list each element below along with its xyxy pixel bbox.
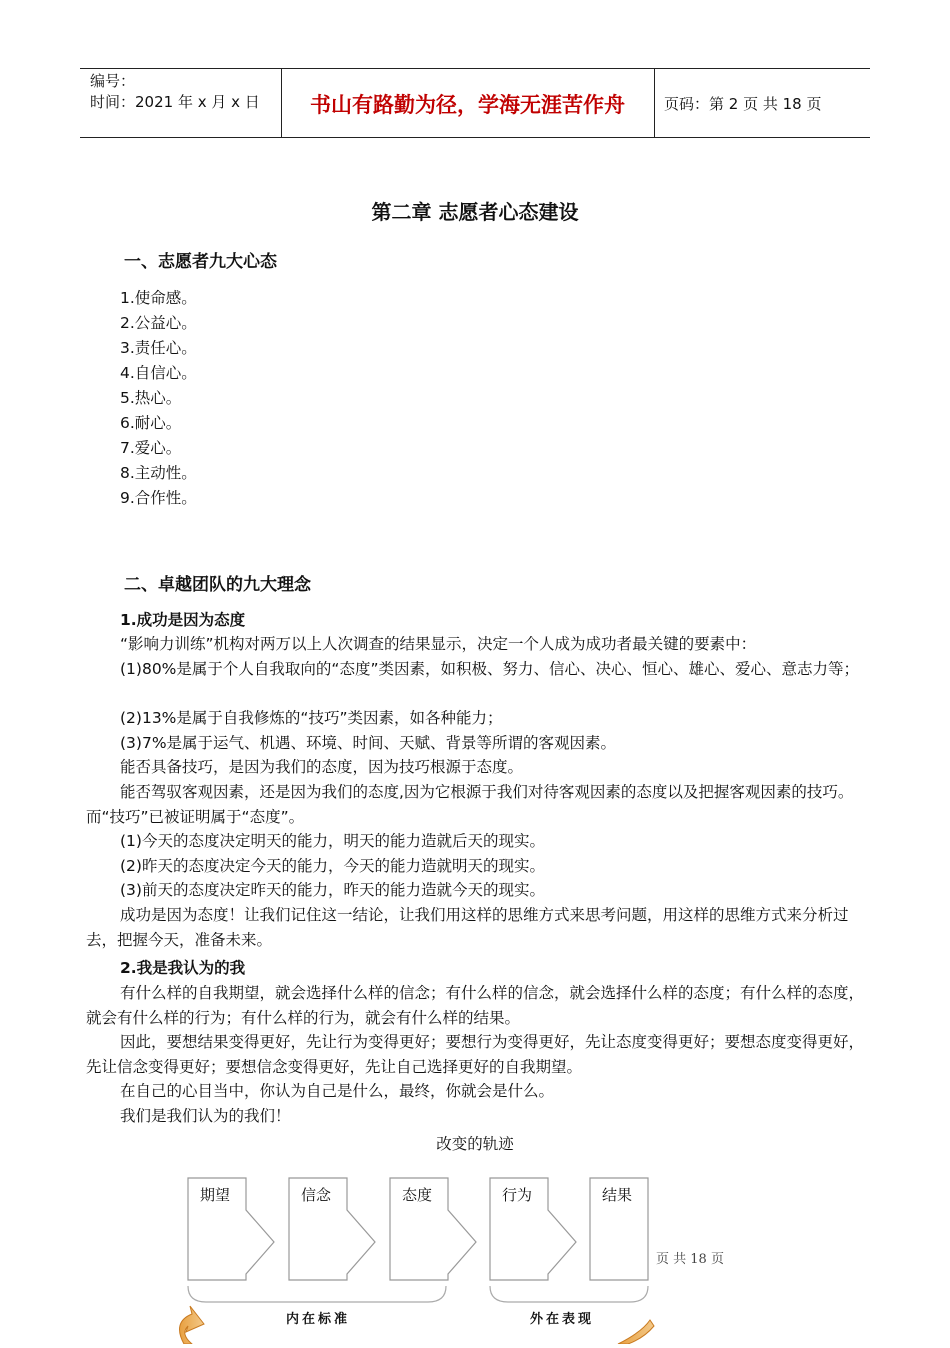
list-item: 4.自信心。 [120, 364, 197, 382]
stage-label-belief: 信念 [301, 1186, 332, 1204]
list-item: 5.热心。 [120, 389, 182, 407]
list-item: 6.耐心。 [120, 414, 182, 432]
paragraph: 在自己的心目当中，你认为自己是什么，最终，你就会是什么。 [120, 1082, 555, 1100]
subheading-self-image: 2.我是我认为的我 [120, 959, 246, 977]
list-item: 2.公益心。 [120, 314, 197, 332]
list-item: 7.爱心。 [120, 439, 182, 457]
section1-heading: 一、志愿者九大心态 [124, 252, 277, 272]
paragraph: (2)13%是属于自我修炼的“技巧”类因素，如各种能力； [120, 709, 503, 727]
paragraph: (1)今天的态度决定明天的能力，明天的能力造就后天的现实。 [120, 832, 545, 850]
stage-label-result: 结果 [602, 1186, 633, 1204]
list-item: 8.主动性。 [120, 464, 197, 482]
paragraph: (3)前天的态度决定昨天的能力，昨天的能力造就今天的现实。 [120, 881, 545, 899]
outer-performance-label: 外在表现 [530, 1312, 595, 1327]
cycle-arrow [180, 1306, 205, 1344]
cycle-arrow-tail [618, 1320, 654, 1344]
date-line: 时间：2021 年 x 月 x 日 [90, 93, 260, 111]
list-item: 3.责任心。 [120, 339, 197, 357]
paragraph: 我们是我们认为的我们！ [120, 1107, 291, 1125]
change-trajectory-diagram [170, 1170, 870, 1344]
list-item: 1.使命感。 [120, 289, 197, 307]
paragraph: 能否驾驭客观因素，还是因为我们的态度,因为它根源于我们对待客观因素的态度以及把握客观因素的技巧。而“技巧”已被证明属于“态度”。 [86, 783, 854, 826]
inner-standard-label: 内在标准 [286, 1312, 351, 1327]
mindset-list [120, 286, 197, 511]
page-header [80, 68, 870, 138]
footer-page-fragment: 页 共 18 页 [656, 1252, 724, 1267]
chapter-title: 第二章 志愿者心态建设 [371, 200, 579, 224]
header-meta [90, 71, 260, 113]
header-page-info: 页码：第 2 页 共 18 页 [664, 95, 822, 113]
outer-bracket [490, 1286, 648, 1302]
section2-heading: 二、卓越团队的九大理念 [124, 575, 311, 595]
paragraph: 成功是因为态度！让我们记住这一结论，让我们用这样的思维方式来思考问题，用这样的思维方式来分析过去，把握今天，准备未来。 [86, 906, 849, 949]
paragraph: (1)80%是属于个人自我取向的“态度”类因素，如积极、努力、信心、决心、恒心、雄心、爱心、意志力等； [120, 660, 859, 678]
inner-bracket [188, 1286, 446, 1302]
figure-title: 改变的轨迹 [436, 1135, 514, 1153]
stage-label-behavior: 行为 [502, 1186, 533, 1204]
paragraph: 能否具备技巧，是因为我们的态度，因为技巧根源于态度。 [120, 758, 524, 776]
stage-label-attitude: 态度 [402, 1186, 433, 1204]
paragraph: 有什么样的自我期望，就会选择什么样的信念；有什么样的信念，就会选择什么样的态度；有什么样的态度，就会有什么样的行为；有什么样的行为，就会有什么样的结果。 [86, 984, 865, 1027]
paragraph: (3)7%是属于运气、机遇、环境、时间、天赋、背景等所谓的客观因素。 [120, 734, 617, 752]
serial-label: 编号： [90, 72, 136, 90]
paragraph: (2)昨天的态度决定今天的能力，今天的能力造就明天的现实。 [120, 857, 545, 875]
header-divider [654, 69, 655, 137]
list-item: 9.合作性。 [120, 489, 197, 507]
paragraph: 因此，要想结果变得更好，先让行为变得更好；要想行为变得更好，先让态度变得更好；要想态度变得更好，先让信念变得更好；要想信念变得更好，先让自己选择更好的自我期望。 [86, 1033, 865, 1076]
paragraph: “影响力训练”机构对两万以上人次调查的结果显示，决定一个人成为成功者最关键的要素中： [120, 635, 757, 653]
stage-label-expectation: 期望 [200, 1186, 231, 1204]
subheading-attitude: 1.成功是因为态度 [120, 611, 246, 629]
header-motto: 书山有路勤为径，学海无涯苦作舟 [310, 92, 625, 117]
